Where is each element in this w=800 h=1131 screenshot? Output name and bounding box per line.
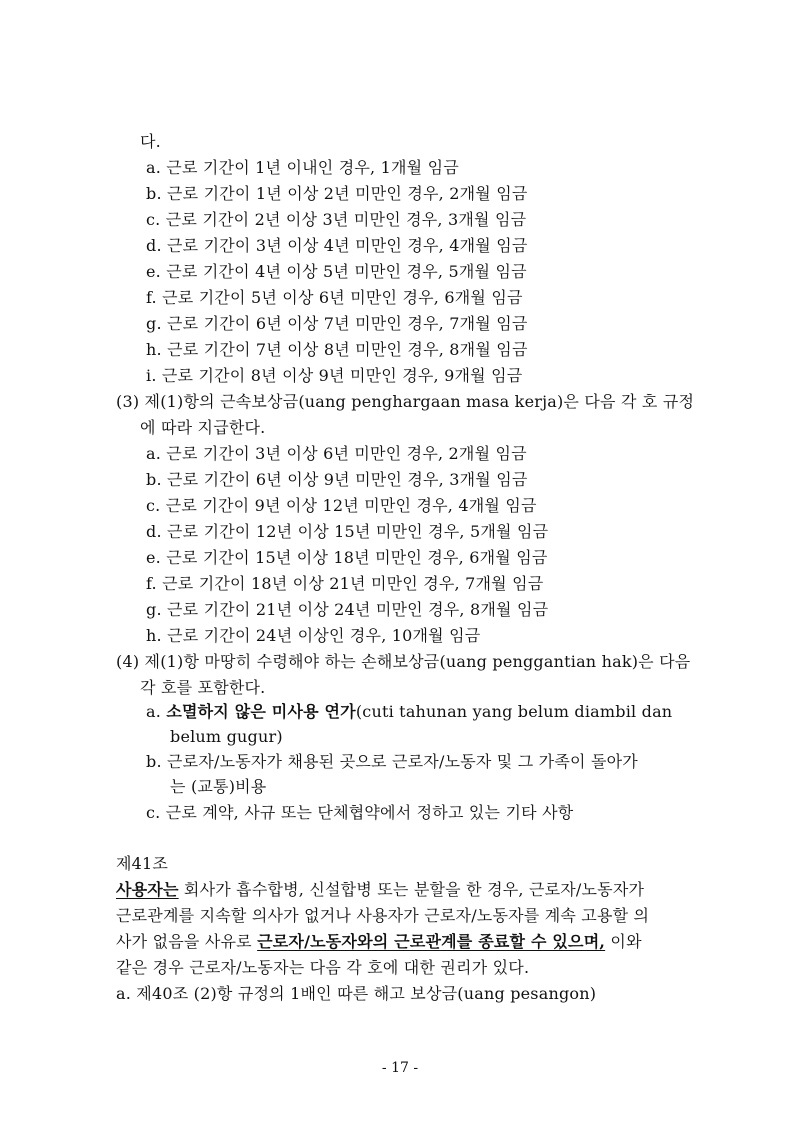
list-item-a-prefix: a. bbox=[146, 702, 167, 721]
article-text: 회사가 흡수합병, 신설합병 또는 분할을 한 경우, 근로자/노동자가 bbox=[178, 880, 645, 899]
list-item-a-rest: (cuti tahunan yang belum diambil dan bbox=[355, 702, 673, 721]
article-paragraph-line-2: 근로관계를 지속할 의사가 없거나 사용자가 근로자/노동자를 계속 고용할 의 bbox=[116, 906, 650, 925]
termination-clause: 근로자/노동자와의 근로관계를 종료할 수 있으며, bbox=[257, 932, 606, 951]
list-item-c: c. 근로 계약, 사규 또는 단체협약에서 정하고 있는 기타 사항 bbox=[146, 803, 574, 822]
list-item: e. 근로 기간이 4년 이상 5년 미만인 경우, 5개월 임금 bbox=[146, 262, 527, 281]
list-item: f. 근로 기간이 18년 이상 21년 미만인 경우, 7개월 임금 bbox=[146, 574, 544, 593]
list-item: a. 근로 기간이 1년 이내인 경우, 1개월 임금 bbox=[146, 158, 459, 177]
list-item: f. 근로 기간이 5년 이상 6년 미만인 경우, 6개월 임금 bbox=[146, 288, 523, 307]
list-item: b. 근로 기간이 1년 이상 2년 미만인 경우, 2개월 임금 bbox=[146, 184, 528, 203]
list-item: i. 근로 기간이 8년 이상 9년 미만인 경우, 9개월 임금 bbox=[146, 366, 523, 385]
list-item: c. 근로 기간이 9년 이상 12년 미만인 경우, 4개월 임금 bbox=[146, 496, 537, 515]
paragraph-4-line-2: 각 호를 포함한다. bbox=[140, 678, 266, 697]
list-item-a-bold: 소멸하지 않은 미사용 연가 bbox=[166, 702, 356, 721]
list-item: b. 근로 기간이 6년 이상 9년 미만인 경우, 3개월 임금 bbox=[146, 470, 528, 489]
list-item: e. 근로 기간이 15년 이상 18년 미만인 경우, 6개월 임금 bbox=[146, 548, 548, 567]
article-paragraph-line-1 bbox=[116, 880, 644, 900]
paragraph-4-line-1: (4) 제(1)항 마땅히 수령해야 하는 손해보상금(uang penggantian hak)은 다음 bbox=[116, 652, 691, 671]
list-item: d. 근로 기간이 3년 이상 4년 미만인 경우, 4개월 임금 bbox=[146, 236, 528, 255]
list-item: h. 근로 기간이 24년 이상인 경우, 10개월 임금 bbox=[146, 626, 481, 645]
employer-term: 사용자는 bbox=[116, 880, 179, 899]
paragraph-3-line-1: (3) 제(1)항의 근속보상금(uang penghargaan masa kerja)은 다음 각 호 규정 bbox=[116, 392, 695, 411]
list-item-b-line-2: 는 (교통)비용 bbox=[170, 777, 267, 796]
intro-end-text: 다. bbox=[140, 132, 161, 151]
list-item-a-continuation: belum gugur) bbox=[170, 727, 283, 746]
article-text: 이와 bbox=[605, 932, 642, 951]
page-number: - 17 - bbox=[381, 1060, 419, 1076]
article-text: 사가 없음을 사유로 bbox=[116, 932, 258, 951]
list-item: h. 근로 기간이 7년 이상 8년 미만인 경우, 8개월 임금 bbox=[146, 340, 528, 359]
article-title: 제41조 bbox=[116, 854, 169, 873]
list-item-a bbox=[146, 702, 672, 722]
list-item: g. 근로 기간이 6년 이상 7년 미만인 경우, 7개월 임금 bbox=[146, 314, 528, 333]
article-item-a: a. 제40조 (2)항 규정의 1배인 따른 해고 보상금(uang pesangon) bbox=[116, 984, 597, 1003]
list-item: g. 근로 기간이 21년 이상 24년 미만인 경우, 8개월 임금 bbox=[146, 600, 549, 619]
list-item: a. 근로 기간이 3년 이상 6년 미만인 경우, 2개월 임금 bbox=[146, 444, 527, 463]
paragraph-3-line-2: 에 따라 지급한다. bbox=[140, 418, 266, 437]
article-paragraph-line-4: 같은 경우 근로자/노동자는 다음 각 호에 대한 권리가 있다. bbox=[116, 958, 530, 977]
list-item-b-line-1: b. 근로자/노동자가 채용된 곳으로 근로자/노동자 및 그 가족이 돌아가 bbox=[146, 752, 638, 771]
list-item: c. 근로 기간이 2년 이상 3년 미만인 경우, 3개월 임금 bbox=[146, 210, 527, 229]
article-paragraph-line-3 bbox=[116, 932, 642, 952]
list-item: d. 근로 기간이 12년 이상 15년 미만인 경우, 5개월 임금 bbox=[146, 522, 549, 541]
